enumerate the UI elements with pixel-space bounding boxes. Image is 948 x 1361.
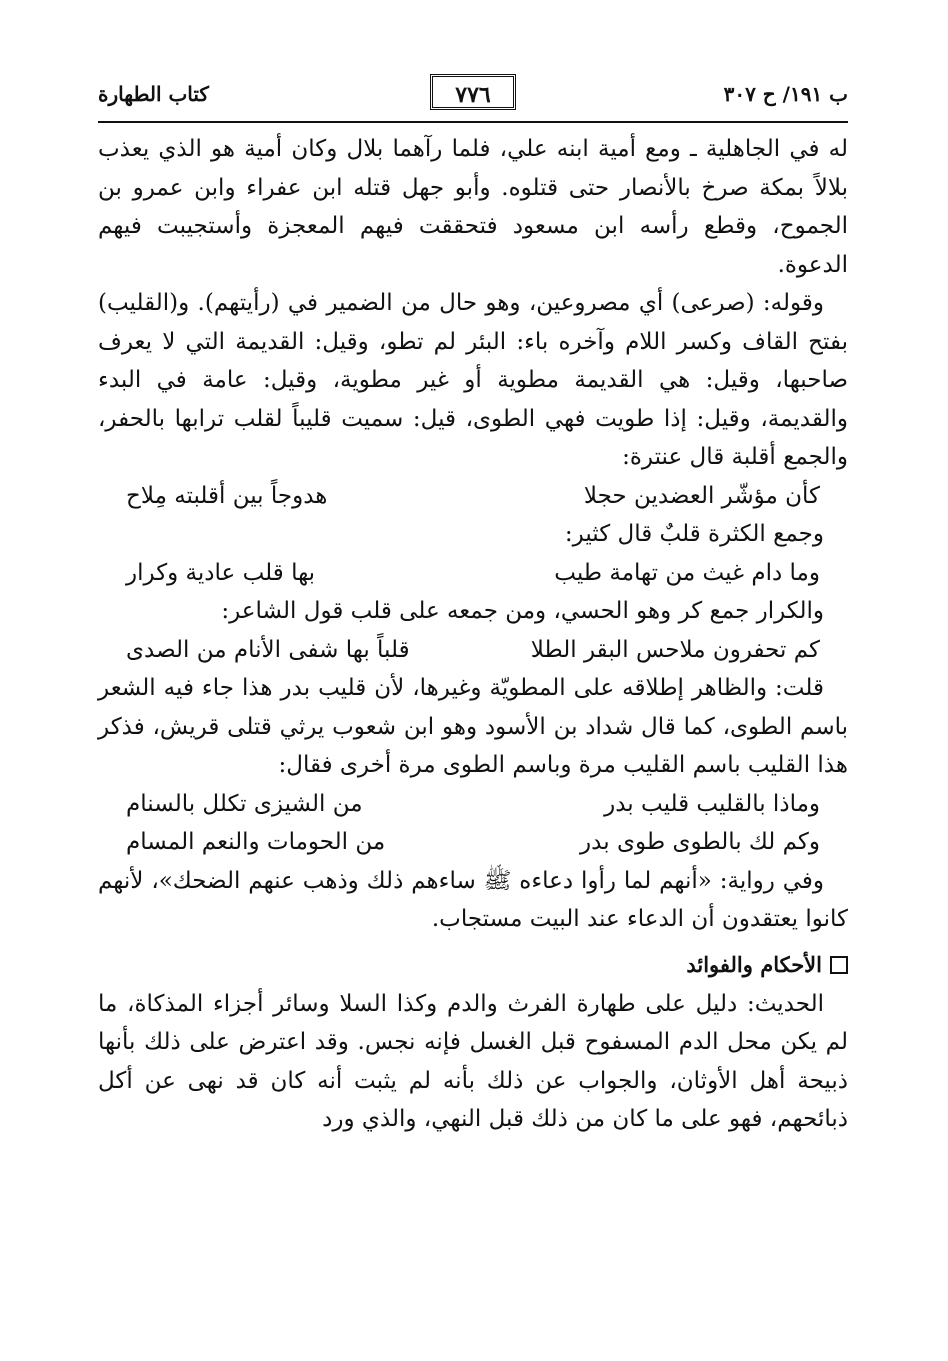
verse-antara (98, 477, 848, 516)
verse-second-hemistich: من الشيزى تكلل بالسنام (126, 790, 363, 817)
verse-second-hemistich: بها قلب عادية وكرار (126, 559, 316, 586)
verse-shaddad-1 (98, 785, 848, 824)
verse-kathir (98, 554, 848, 593)
verse-first-hemistich: وما دام غيث من تهامة طيب (554, 559, 820, 586)
square-bullet-icon (830, 956, 848, 974)
section-heading-text: الأحكام والفوائد (686, 951, 822, 977)
paragraph-intro: له في الجاهلية ـ ومع أمية ابنه علي، فلما رآهما بلال وكان أمية هو الذي يعذب بلالاً بمكة صرخ بالأنصار حتى قتلوه. وأبو جهل قتله ابن عفراء وابن عمرو بن الجموح، وقطع رأسه ابن مسعود فتحققت فيهم المعجزة وأستجيبت فيهم الدعوة. (98, 136, 848, 278)
verse-shaddad-2 (98, 823, 848, 862)
page-body (98, 130, 848, 1139)
book-title: كتاب الطهارة (98, 82, 209, 106)
verse-first-hemistich: وماذا بالقليب قليب بدر (604, 790, 820, 817)
page-header (98, 70, 848, 120)
paragraph-riwaya: وفي رواية: «أنهم لما رأوا دعاءه ﷺ ساءهم ذلك وذهب عنهم الضحك»، لأنهم كانوا يعتقدون أن الدعاء عند البيت مستجاب. (98, 867, 848, 932)
verse-first-hemistich: كأن مؤشّر العضدين حجلا (583, 482, 820, 509)
page-number: ٧٧٦ (430, 74, 516, 110)
section-heading (98, 945, 848, 985)
reference-label: ب ١٩١/ ح ٣٠٧ (723, 82, 848, 106)
verse-shair (98, 631, 848, 670)
paragraph-hadith: الحديث: دليل على طهارة الفرث والدم وكذا السلا وسائر أجزاء المذكاة، ما لم يكن محل الدم المسفوح قبل الغسل فإنه نجس. وقد اعترض على ذلك بأنها ذبيحة أهل الأوثان، والجواب عن ذلك بأنه لم يثبت أنه كان قد نهى عن أكل ذبائحهم، فهو على ما كان من ذلك قبل النهي، والذي ورد (98, 990, 848, 1132)
verse-second-hemistich: هدوجاً بين أقلبته مِلاح (126, 482, 328, 509)
verse-second-hemistich: من الحومات والنعم المسام (126, 829, 386, 855)
line-karrar: والكرار جمع كر وهو الحسي، ومن جمعه على قلب قول الشاعر: (221, 598, 824, 624)
paragraph-qalib: وقوله: (صرعى) أي مصروعين، وهو حال من الضمير في (رأيتهم). و(القليب) بفتح القاف وكسر اللام وآخره باء: البئر لم تطو، وقيل: القديمة التي لا يعرف صاحبها، وقيل: هي القديمة مطوية أو غير مطوية، وقيل: عامة في البدء والقديمة، وقيل: إذا طويت فهي الطوى، قيل: سميت قليباً لقلب ترابها بالحفر، والجمع أقلبة قال عنترة: (98, 290, 848, 470)
line-kathir: وجمع الكثرة قلبٌ قال كثير: (564, 521, 824, 547)
verse-first-hemistich: كم تحفرون ملاحس البقر الطلا (530, 636, 820, 663)
paragraph-qult: قلت: والظاهر إطلاقه على المطويّة وغيرها، لأن قليب بدر هذا جاء فيه الشعر باسم الطوى، كما قال شداد بن الأسود وهو ابن شعوب يرثي قتلى قريش، فذكر هذا القليب باسم القليب مرة وباسم الطوى مرة أخرى فقال: (98, 675, 848, 778)
verse-second-hemistich: قلباً بها شفى الأنام من الصدى (126, 636, 410, 663)
header-rule (98, 121, 848, 123)
verse-first-hemistich: وكم لك بالطوى طوى بدر (580, 829, 820, 855)
